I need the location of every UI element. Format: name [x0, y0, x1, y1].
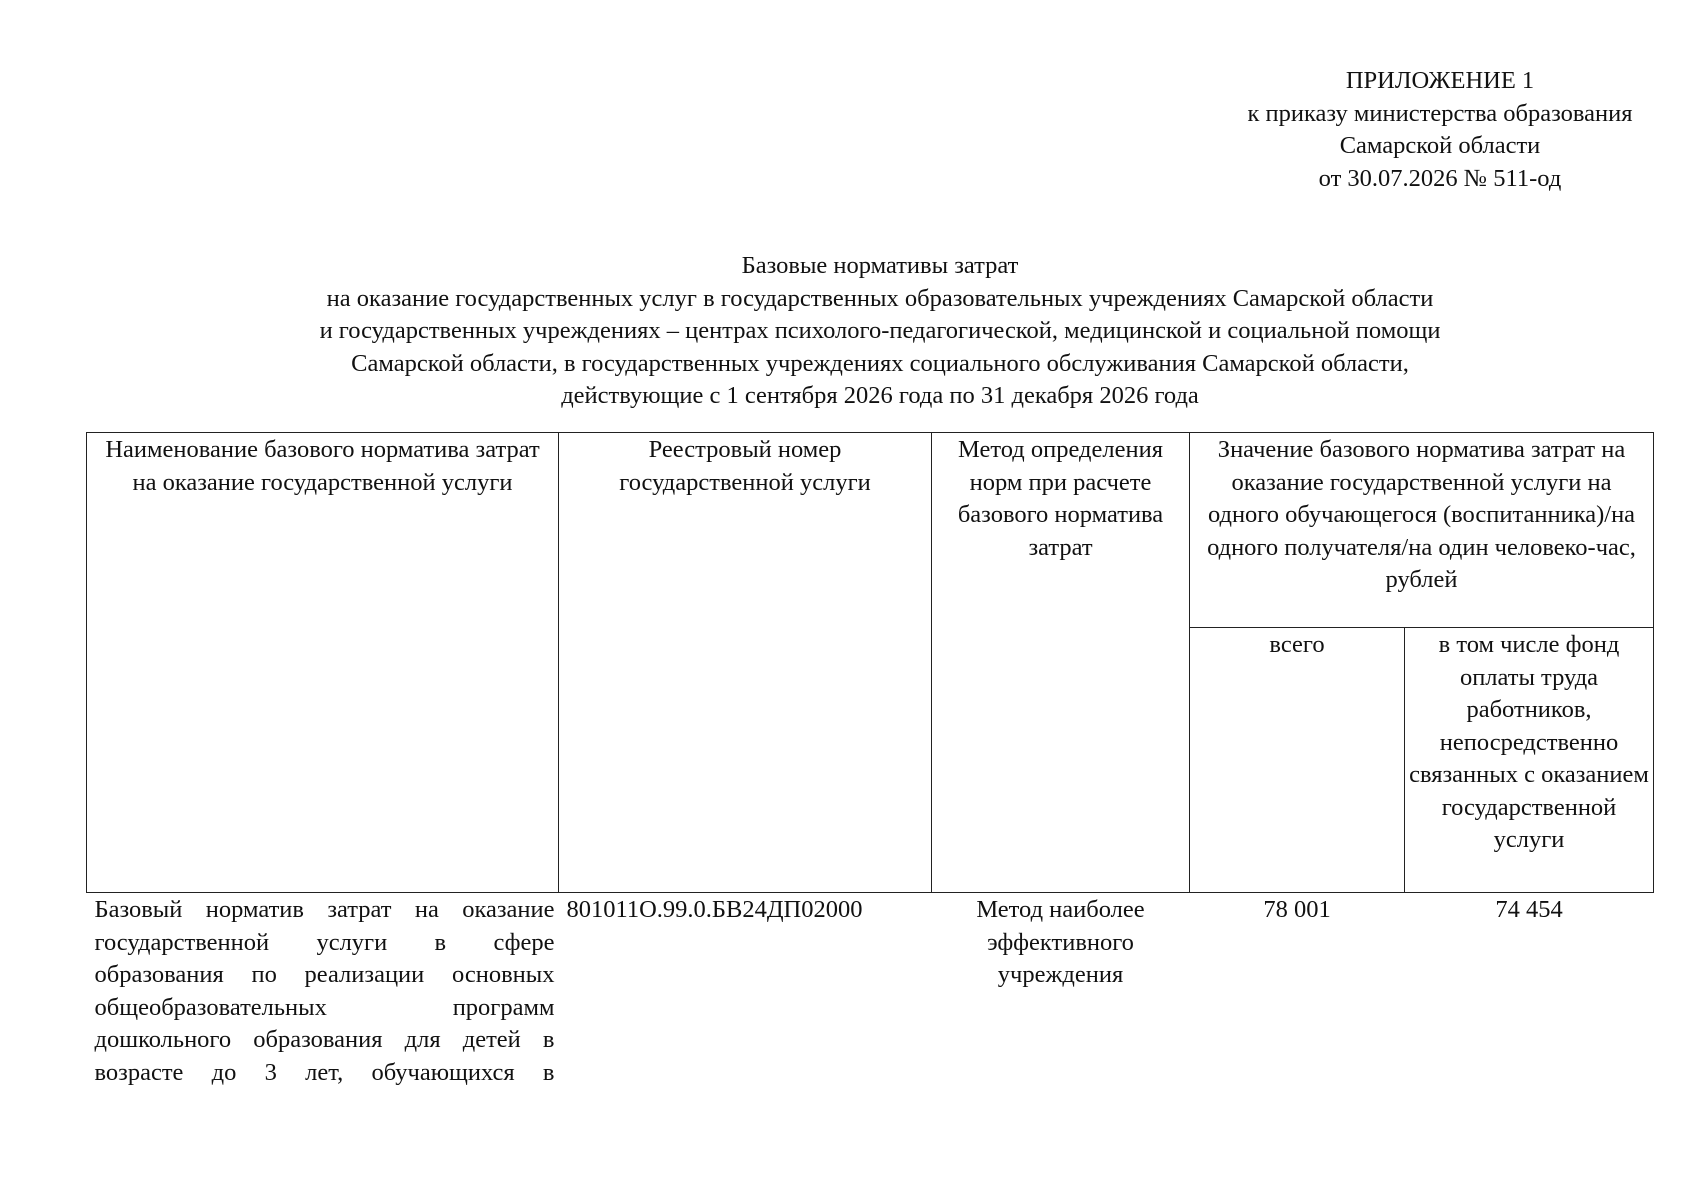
title-line-5: действующие с 1 сентября 2026 года по 31 декабря 2026 года — [561, 382, 1199, 409]
title-line-3: и государственных учреждениях – центрах психолого-педагогической, медицинской и социальной помощи — [319, 317, 1441, 344]
row-total: 78 001 — [1263, 896, 1331, 923]
header-name: Наименование базового норматива затрат на оказание государственной услуги — [87, 433, 559, 893]
table-row — [87, 893, 1654, 1090]
header-method: Метод определения норм при расчете базового норматива затрат — [932, 433, 1190, 893]
row-name: Базовый норматив затрат на оказание государственной услуги в сфере образования по реализации основных общеобразовательных программ дошкольного образования для детей в возрасте до 3 лет, обучающихся в — [94, 896, 555, 1086]
title-line-2: на оказание государственных услуг в государственных образовательных учреждениях Самарской области — [326, 284, 1434, 312]
title-line-4: Самарской области, в государственных учреждениях социального обслуживания Самарской области, — [351, 349, 1409, 377]
title-line-1: Базовые нормативы затрат — [741, 252, 1019, 279]
header-total: всего — [1190, 628, 1405, 893]
annex-title: ПРИЛОЖЕНИЕ 1 — [1345, 67, 1535, 94]
norms-table — [86, 432, 1654, 1089]
header-value: Значение базового норматива затрат на оказание государственной услуги на одного обучающегося (воспитанника)/на одного получателя/на один человеко-час, рублей — [1190, 433, 1654, 628]
annex-order-ref: к приказу министерства образования — [1247, 99, 1633, 127]
row-registry: 801011О.99.0.БВ24ДП02000 — [566, 896, 863, 923]
document-title — [0, 250, 1697, 413]
row-method: Метод наиболее эффективного учреждения — [976, 896, 1145, 988]
annex-block — [1180, 65, 1697, 195]
header-registry: Реестровый номер государственной услуги — [559, 433, 932, 893]
header-row — [87, 433, 1654, 628]
annex-region: Самарской области — [1339, 132, 1541, 159]
header-payroll: в том числе фонд оплаты труда работников, непосредственно связанных с оказанием государственной услуги — [1405, 628, 1654, 893]
annex-order-date: от 30.07.2026 № 511-од — [1318, 164, 1562, 192]
row-payroll: 74 454 — [1495, 896, 1563, 923]
